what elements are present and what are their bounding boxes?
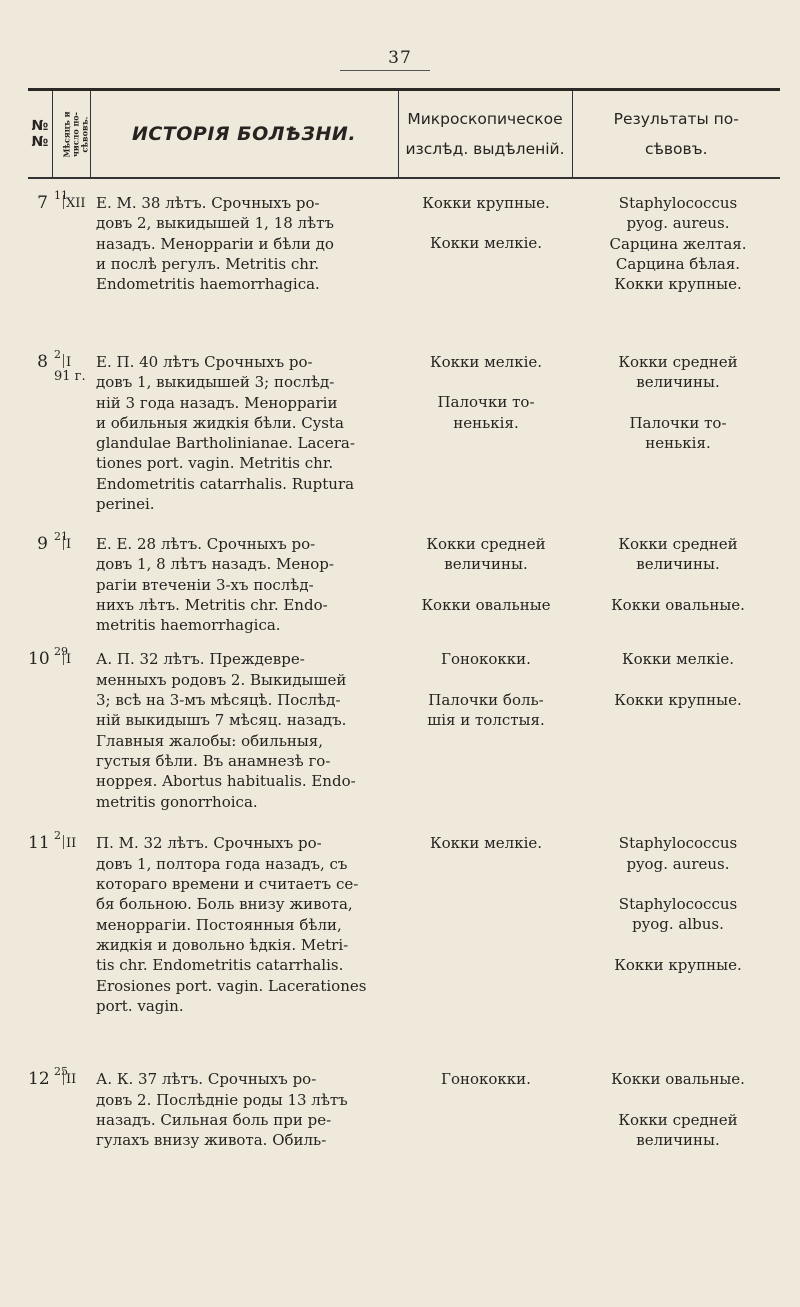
microscopy-result — [398, 178, 572, 338]
case-history-line: жидкія и довольно ѣдкія. Metri- — [96, 935, 349, 954]
culture-result-line: Сарцина бѣлая. — [615, 254, 741, 273]
case-history-line: назадъ. Менорраrіи и бѣли до — [96, 234, 334, 253]
microscopy-result-line: ненькія. — [453, 413, 519, 432]
case-history — [90, 635, 398, 819]
case-history-line: П. М. 32 лѣтъ. Срочныхъ ро- — [96, 834, 322, 853]
date-separator — [63, 651, 64, 665]
culture-result-line: Staphylococcus — [618, 194, 738, 212]
culture-result-line — [578, 1090, 778, 1110]
case-history-line: perinei. — [96, 495, 155, 514]
header-month-line-2: число по- — [70, 111, 81, 157]
header-microscopy — [398, 90, 572, 179]
culture-result-line — [578, 575, 778, 595]
culture-result-line: Кокки овальные. — [611, 1070, 745, 1089]
case-history-line: Главныя жалобы: обильныя, — [96, 731, 324, 750]
microscopy-result-line — [402, 213, 570, 233]
header-month-date-text — [62, 111, 89, 157]
microscopy-result — [398, 338, 572, 520]
case-history-line: tis chr. Endometritis catarrhalis. — [96, 956, 344, 975]
case-history-line: рагіи втеченіи 3-хъ послѣд- — [96, 575, 314, 594]
case-history-line: ній выкидышъ 7 мѣсяц. назадъ. — [96, 711, 347, 730]
sowing-year: 91 г. — [54, 369, 86, 384]
page-number: 37 — [388, 48, 412, 68]
microscopy-result-line: Кокки крупные. — [422, 194, 550, 212]
microscopy-result-line: Кокки мелкіе. — [429, 834, 543, 853]
date-separator — [63, 536, 64, 550]
header-microscopy-line-1: Микроскопическое — [407, 110, 563, 128]
culture-result-line: величины. — [636, 1131, 720, 1150]
case-history-line: Е. М. 38 лѣтъ. Срочныхъ ро- — [96, 194, 320, 212]
case-history-line: довъ 1, 8 лѣтъ назадъ. Менор- — [96, 555, 334, 574]
case-history-line: довъ 2. Послѣдніе роды 13 лѣтъ — [96, 1090, 348, 1109]
culture-result — [572, 520, 780, 635]
microscopy-result-line: Гонококки. — [441, 650, 531, 669]
header-month-date — [52, 90, 90, 179]
culture-result-line: Кокки крупные. — [614, 690, 742, 709]
culture-result — [572, 635, 780, 819]
sowing-day: 2 — [54, 829, 61, 843]
case-number: 7 — [37, 193, 48, 213]
case-number: 10 — [28, 649, 50, 670]
case-history-line: густыя бѣли. Въ анамнезѣ го- — [96, 751, 331, 770]
header-results — [572, 90, 780, 179]
sowing-month: I — [66, 537, 72, 552]
header-number: № № — [28, 90, 52, 179]
case-history-line: Endometritis haemorrhagica. — [96, 275, 320, 294]
microscopy-result-line — [402, 372, 570, 392]
header-results-line-1: Результаты по- — [613, 110, 739, 128]
case-history-line: и обильныя жидкія бѣли. Cysta — [96, 413, 344, 432]
sowing-day: 25 — [54, 1065, 68, 1079]
culture-result — [572, 819, 780, 1055]
microscopy-result-line: Кокки средней — [426, 535, 546, 553]
sowing-date — [52, 635, 90, 819]
microscopy-result — [398, 635, 572, 819]
case-history-line: Erosiones port. vagin. Lacerationes — [96, 976, 367, 995]
microscopy-result-line: Кокки мелкіе. — [429, 234, 543, 253]
microscopy-result-line: Гонококки. — [441, 1070, 531, 1089]
culture-result-line: Кокки крупные. — [614, 275, 742, 294]
case-history — [90, 1055, 398, 1185]
microscopy-result-line — [402, 575, 570, 595]
sowing-date — [52, 178, 90, 338]
case-history-line: metritis gonorrhoica. — [96, 792, 258, 811]
table-row — [28, 520, 780, 635]
table-row — [28, 1055, 780, 1185]
sowing-date — [52, 819, 90, 1055]
culture-result-line — [578, 935, 778, 955]
culture-result-line — [578, 393, 778, 413]
microscopy-result-line — [402, 670, 570, 690]
case-history-line: tiones port. vagin. Metritis chr. — [96, 454, 334, 473]
case-history-line: нихъ лѣтъ. Metritis chr. Endo- — [96, 595, 328, 614]
sowing-month: II — [66, 836, 77, 852]
case-history-line: бя больною. Боль внизу живота, — [96, 895, 353, 914]
case-number: 9 — [37, 534, 48, 554]
case-history-line: довъ 1, выкидышей 3; послѣд- — [96, 373, 335, 392]
culture-result-line — [578, 670, 778, 690]
sowing-day: 21 — [54, 530, 68, 543]
case-history-line: и послѣ регулъ. Metritis chr. — [96, 254, 320, 273]
table-row — [28, 635, 780, 819]
culture-result-line: Сарцина желтая. — [609, 234, 747, 253]
culture-result-line: Кокки овальные. — [611, 595, 745, 614]
culture-result-line: pyog. aureus. — [626, 214, 730, 233]
culture-result-line: Staphylococcus — [618, 834, 738, 853]
case-history-line: Е. Е. 28 лѣтъ. Срочныхъ ро- — [96, 535, 316, 553]
culture-result-line: Кокки средней — [618, 353, 738, 371]
case-history-line: назадъ. Сильная боль при ре- — [96, 1111, 332, 1130]
case-history-line: Е. П. 40 лѣтъ Срочныхъ ро- — [96, 353, 313, 371]
culture-result-line: Staphylococcus — [618, 895, 738, 914]
date-separator — [63, 835, 64, 849]
case-history-line: metritis haemorrhagica. — [96, 616, 281, 635]
case-number: 8 — [37, 352, 48, 372]
table-row — [28, 819, 780, 1055]
case-history-line: меноррагіи. Постоянныя бѣли, — [96, 915, 342, 934]
sowing-date — [52, 520, 90, 635]
sowing-day: 2 — [54, 348, 61, 361]
culture-result-line: величины. — [636, 373, 720, 392]
sowing-day: 29 — [54, 645, 68, 659]
case-history — [90, 819, 398, 1055]
microscopy-result-line: шія и толстыя. — [427, 711, 545, 730]
culture-result — [572, 178, 780, 338]
microscopy-result-line: Палочки боль- — [428, 690, 544, 709]
culture-result-line: Кокки средней — [618, 1110, 738, 1129]
sowing-month: XII — [66, 196, 86, 211]
culture-result-line: величины. — [636, 555, 720, 574]
header-history: ИСТОРІЯ БОЛѢЗНИ. — [90, 90, 398, 179]
case-history-line: котораго времени и считаетъ се- — [96, 875, 359, 894]
case-history-line: glandulae Bartholinianae. Lacera- — [96, 434, 355, 453]
case-number: 12 — [28, 1069, 50, 1090]
case-history-line: довъ 1, полтора года назадъ, съ — [96, 854, 348, 873]
microscopy-result-line: величины. — [444, 555, 528, 574]
culture-result-line: pyog. aureus. — [626, 854, 730, 873]
table-row — [28, 178, 780, 338]
case-history-line: ній 3 года назадъ. Менорраrіи — [96, 393, 338, 412]
microscopy-result-line: Кокки овальные — [421, 595, 551, 614]
case-history — [90, 178, 398, 338]
date-separator — [63, 195, 64, 209]
header-microscopy-line-2: изслѣд. выдѣленій. — [405, 140, 565, 158]
case-history-line: гулахъ внизу живота. Обиль- — [96, 1131, 327, 1150]
page-number-underline — [340, 70, 430, 71]
case-history-line: 3; всѣ на 3-мъ мѣсяцѣ. Послѣд- — [96, 691, 341, 710]
table-row — [28, 338, 780, 520]
header-results-line-2: сѣвовъ. — [644, 140, 708, 158]
case-history-line: Endometritis catarrhalis. Ruptura — [96, 474, 355, 493]
case-history-line: норрея. Abortus habitualis. Endo- — [96, 772, 356, 791]
case-history-line: довъ 2, выкидышей 1, 18 лѣтъ — [96, 214, 334, 233]
sowing-date — [52, 1055, 90, 1185]
culture-result-line: Кокки крупные. — [614, 955, 742, 974]
header-month-line-3: сѣвовъ. — [79, 116, 90, 152]
header-month-line-1: Мѣсяцъ и — [61, 110, 72, 158]
case-history-table — [28, 88, 780, 1185]
sowing-month: II — [66, 1072, 77, 1088]
case-history — [90, 338, 398, 520]
culture-result — [572, 1055, 780, 1185]
culture-result-line: Кокки мелкіе. — [621, 650, 735, 669]
case-history-line: А. П. 32 лѣтъ. Преждевре- — [96, 650, 305, 669]
sowing-month: I — [66, 355, 72, 370]
sowing-day: 11 — [54, 189, 68, 202]
date-separator — [63, 354, 64, 368]
microscopy-result — [398, 1055, 572, 1185]
culture-result-line: Кокки средней — [618, 535, 738, 553]
culture-result-line: ненькія. — [645, 433, 711, 452]
case-history-line: port. vagin. — [96, 996, 184, 1015]
culture-result-line: Палочки то- — [629, 413, 727, 432]
case-history-line: А. К. 37 лѣтъ. Срочныхъ ро- — [96, 1070, 317, 1089]
sowing-date — [52, 338, 90, 520]
microscopy-result-line: Палочки то- — [437, 393, 535, 412]
culture-result — [572, 338, 780, 520]
date-separator — [63, 1071, 64, 1085]
sowing-month: I — [66, 652, 72, 668]
culture-result-line — [578, 874, 778, 894]
case-history — [90, 520, 398, 635]
microscopy-result — [398, 520, 572, 635]
microscopy-result — [398, 819, 572, 1055]
culture-result-line: pyog. albus. — [632, 915, 724, 934]
case-history-line: менныхъ родовъ 2. Выкидышей — [96, 670, 347, 689]
case-number: 11 — [28, 833, 50, 854]
microscopy-result-line: Кокки мелкіе. — [429, 353, 543, 371]
